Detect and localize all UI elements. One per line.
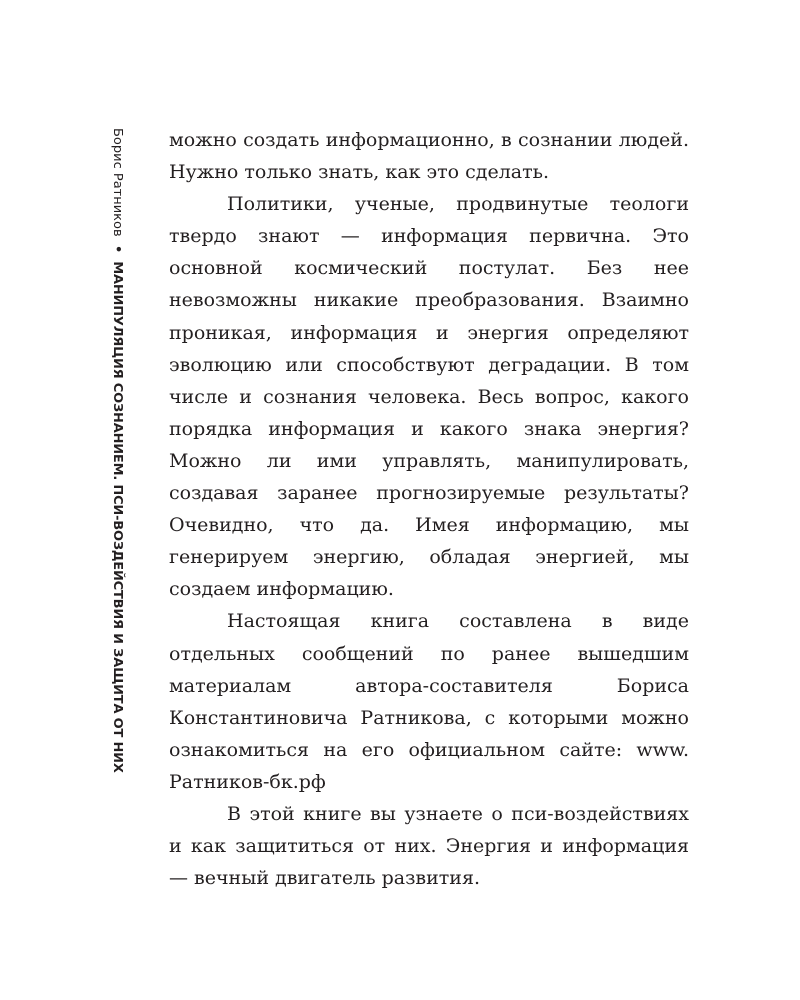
running-head-separator: • [110,244,125,254]
running-head-author: Борис Ратников [110,128,125,237]
running-head [104,128,130,773]
paragraph: Настоящая книга составлена в виде отдельных сообщений по ранее вышедшим материалам автора-составителя Бориса Константиновича Ратникова, с которыми можно ознакомиться на его официальном сайте: www. Ратников-бк.рф [169,610,689,793]
paragraph: Политики, ученые, продвинутые теологи твердо знают — информация первична. Это основной космический постулат. Без нее невозможны никакие преобразования. Взаимно проникая, информация и энергия определяют эволюцию или способствуют деградации. В том числе и сознания человека. Весь вопрос, какого порядка информация и какого знака энергия? Можно ли ими управлять, манипулировать, создавая заранее прогнозируемые результаты? Очевидно, что да. Имея информацию, мы генерируем энергию, обладая энергией, мы создаем информацию. [169,193,689,601]
body-text [169,124,689,894]
running-head-title: МАНИПУЛЯЦИЯ СОЗНАНИЕМ. ПСИ-ВОЗДЕЙСТВИЯ И ЗАЩИТА ОТ НИХ [110,261,125,773]
paragraph: В этой книге вы узнаете о пси-воздействиях и как защититься от них. Энергия и информация — вечный двигатель развития. [169,802,689,890]
paragraph-continued: можно создать информационно, в сознании людей. Нужно только знать, как это сделать. [169,129,689,184]
